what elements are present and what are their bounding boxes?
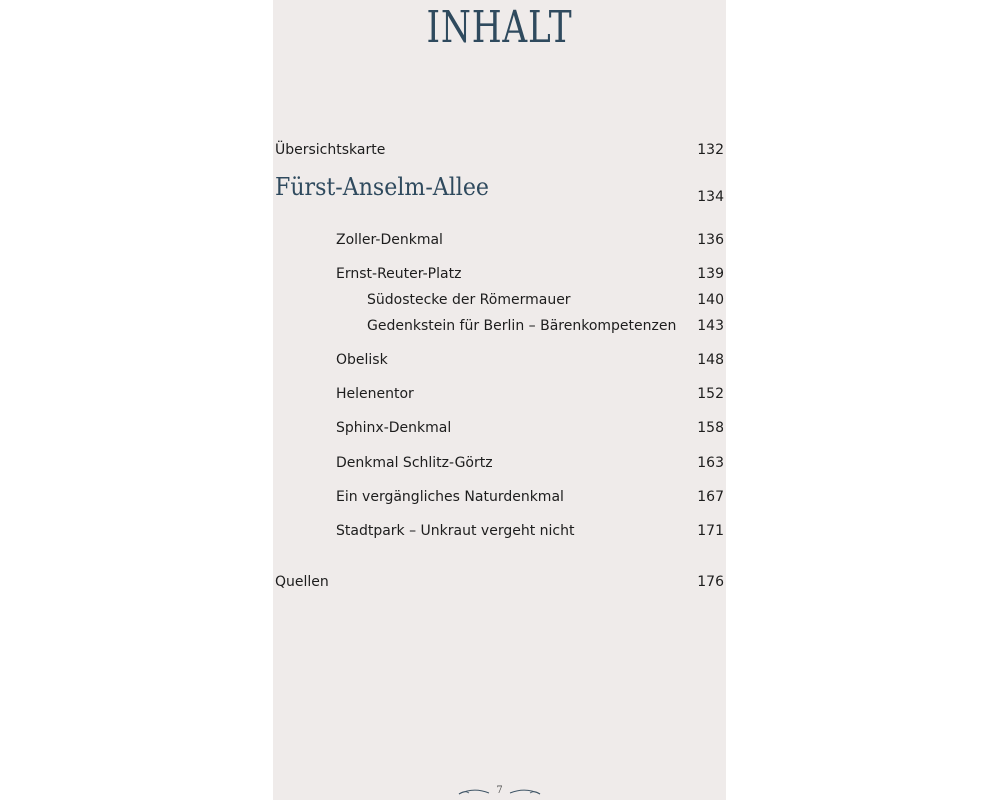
- document-page: [273, 0, 726, 800]
- toc-entry[interactable]: [275, 486, 724, 508]
- toc-entry-page: 176: [697, 574, 724, 590]
- page-footer: [273, 784, 726, 800]
- toc-entry-page: 163: [697, 455, 724, 471]
- toc-entry-label: Gedenkstein für Berlin – Bärenkompetenzen: [367, 318, 677, 334]
- toc-entry-label: Denkmal Schlitz-Görtz: [336, 455, 493, 471]
- toc-entry-label: Quellen: [275, 574, 329, 590]
- toc-entry-page: 171: [697, 523, 724, 539]
- toc-entry[interactable]: [275, 417, 724, 439]
- toc-subentry[interactable]: [275, 315, 724, 337]
- toc-entry-page: 143: [697, 318, 724, 334]
- toc-entry-label: Zoller-Denkmal: [336, 232, 443, 248]
- toc-entry-page: 132: [697, 142, 724, 158]
- toc-entry[interactable]: [275, 452, 724, 474]
- toc-entry-overview-map[interactable]: [275, 139, 724, 161]
- page-number: 7: [496, 785, 503, 796]
- toc-entry[interactable]: [275, 349, 724, 371]
- toc-entry-label: Ein vergängliches Naturdenkmal: [336, 489, 564, 505]
- toc-entry-page: 167: [697, 489, 724, 505]
- toc-section-label: Fürst-Anselm-Allee: [275, 173, 489, 201]
- toc-entry-page: 140: [697, 292, 724, 308]
- toc-entry[interactable]: [275, 229, 724, 251]
- toc-entry-label: Sphinx-Denkmal: [336, 420, 452, 436]
- toc-entry-page: 136: [697, 232, 724, 248]
- toc-entry[interactable]: [275, 520, 724, 542]
- toc-entry-page: 158: [697, 420, 724, 436]
- toc-entry-label: Übersichtskarte: [275, 142, 386, 158]
- toc-entry-label: Südostecke der Römermauer: [367, 292, 571, 308]
- toc-entry-page: 152: [697, 386, 724, 402]
- toc-entry-sources[interactable]: [275, 571, 724, 593]
- toc-entry-label: Ernst-Reuter-Platz: [336, 266, 462, 282]
- toc-entry-label: Stadtpark – Unkraut vergeht nicht: [336, 523, 575, 539]
- toc-entry[interactable]: [275, 383, 724, 405]
- toc-subentry[interactable]: [275, 289, 724, 311]
- toc-entry-label: Obelisk: [336, 352, 388, 368]
- toc-section-heading[interactable]: [275, 173, 724, 208]
- toc-entry-page: 148: [697, 352, 724, 368]
- page-title: INHALT: [426, 2, 573, 53]
- toc-entry-page: 134: [697, 189, 724, 205]
- toc-entry[interactable]: [275, 263, 724, 285]
- toc-entry-label: Helenentor: [336, 386, 414, 402]
- toc-entry-page: 139: [697, 266, 724, 282]
